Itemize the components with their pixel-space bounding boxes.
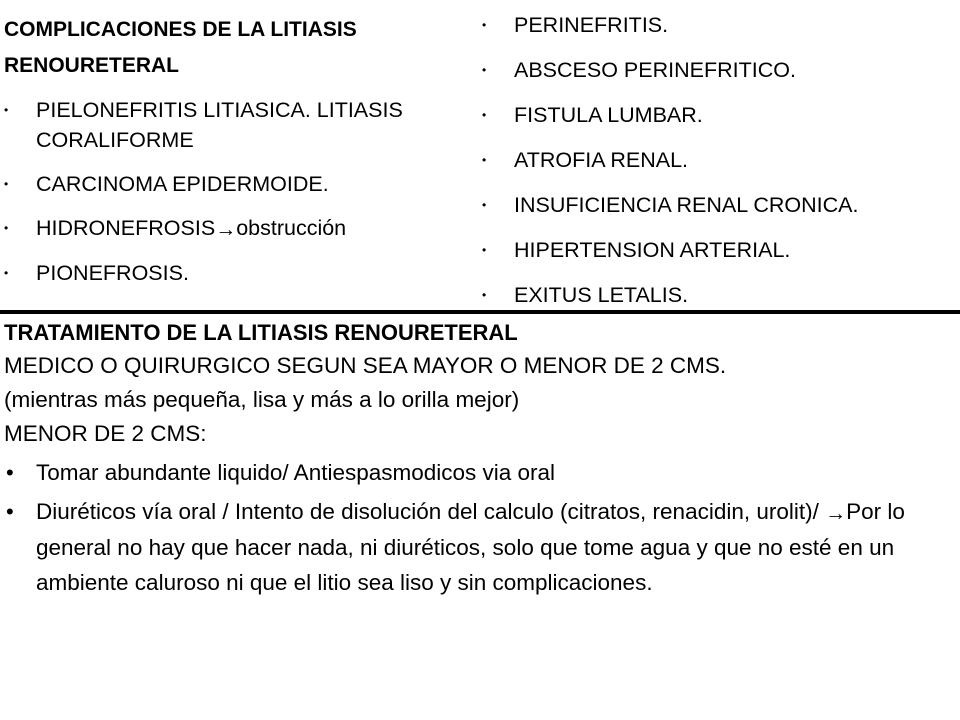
- complication-label: EXITUS LETALIS.: [514, 283, 689, 307]
- treatment-line-3: MENOR DE 2 CMS:: [4, 421, 207, 446]
- list-item: [4, 258, 466, 288]
- bullet-icon: •: [4, 266, 9, 280]
- arrow-right-icon: →: [825, 502, 847, 525]
- complications-right-column: [482, 10, 956, 325]
- treatment-item-detail: Por lo general no hay que hacer nada, ni diuréticos, solo que tome agua y que no esté en un ambiente caluroso ni que el litio sea liso y sin complicaciones.: [36, 499, 905, 595]
- list-item: [4, 95, 466, 155]
- bullet-icon: •: [6, 460, 14, 485]
- bullet-icon: •: [482, 108, 487, 122]
- bullet-icon: •: [482, 63, 487, 77]
- complications-left-list: [4, 95, 466, 288]
- bullet-icon: •: [6, 499, 14, 524]
- treatment-line-2: (mientras más pequeña, lisa y más a lo orilla mejor): [4, 387, 520, 412]
- list-item: [482, 190, 956, 220]
- complication-label: ABSCESO PERINEFRITICO.: [514, 58, 796, 82]
- list-item: [4, 169, 466, 199]
- bullet-icon: •: [482, 198, 487, 212]
- complication-label: HIPERTENSION ARTERIAL.: [514, 238, 791, 262]
- bullet-icon: •: [482, 288, 487, 302]
- list-item: [482, 10, 956, 40]
- complication-label: CARCINOMA EPIDERMOIDE.: [36, 172, 329, 196]
- treatment-item-text: Tomar abundante liquido/ Antiespasmodicos via oral: [36, 460, 556, 485]
- list-item: [482, 280, 956, 310]
- complication-label: HIDRONEFROSIS: [36, 216, 216, 240]
- list-item: [482, 55, 956, 85]
- section-divider: [0, 310, 960, 314]
- bullet-icon: •: [482, 243, 487, 257]
- list-item: [4, 213, 466, 244]
- bullet-icon: •: [4, 177, 9, 191]
- list-item: [4, 494, 954, 600]
- bullet-icon: •: [482, 153, 487, 167]
- list-item: [482, 235, 956, 265]
- complication-detail: obstrucción: [236, 216, 347, 240]
- complication-label: PIONEFROSIS.: [36, 261, 189, 285]
- complication-label: ATROFIA RENAL.: [514, 148, 689, 172]
- arrow-right-icon: →: [215, 218, 237, 241]
- bullet-icon: •: [4, 103, 9, 117]
- complications-title: COMPLICACIONES DE LA LITIASIS RENOURETERAL: [4, 18, 357, 77]
- treatment-title: TRATAMIENTO DE LA LITIASIS RENOURETERAL: [4, 320, 518, 345]
- list-item: [482, 145, 956, 175]
- list-item: [482, 100, 956, 130]
- complications-right-list: [482, 10, 956, 310]
- treatment-line-1: MEDICO O QUIRURGICO SEGUN SEA MAYOR O MENOR DE 2 CMS.: [4, 353, 727, 378]
- treatment-section: [4, 316, 954, 600]
- bullet-icon: •: [482, 18, 487, 32]
- list-item: [4, 455, 954, 490]
- treatment-list: [4, 455, 954, 600]
- complication-label: FISTULA LUMBAR.: [514, 103, 703, 127]
- complications-left-column: [4, 12, 466, 302]
- treatment-item-text: Diuréticos vía oral / Intento de disolución del calculo (citratos, renacidin, urolit)/: [36, 499, 826, 524]
- complication-label: PIELONEFRITIS LITIASICA. LITIASIS CORALIFORME: [36, 98, 403, 152]
- bullet-icon: •: [4, 221, 9, 235]
- complication-label: PERINEFRITIS.: [514, 13, 669, 37]
- complication-label: INSUFICIENCIA RENAL CRONICA.: [514, 193, 859, 217]
